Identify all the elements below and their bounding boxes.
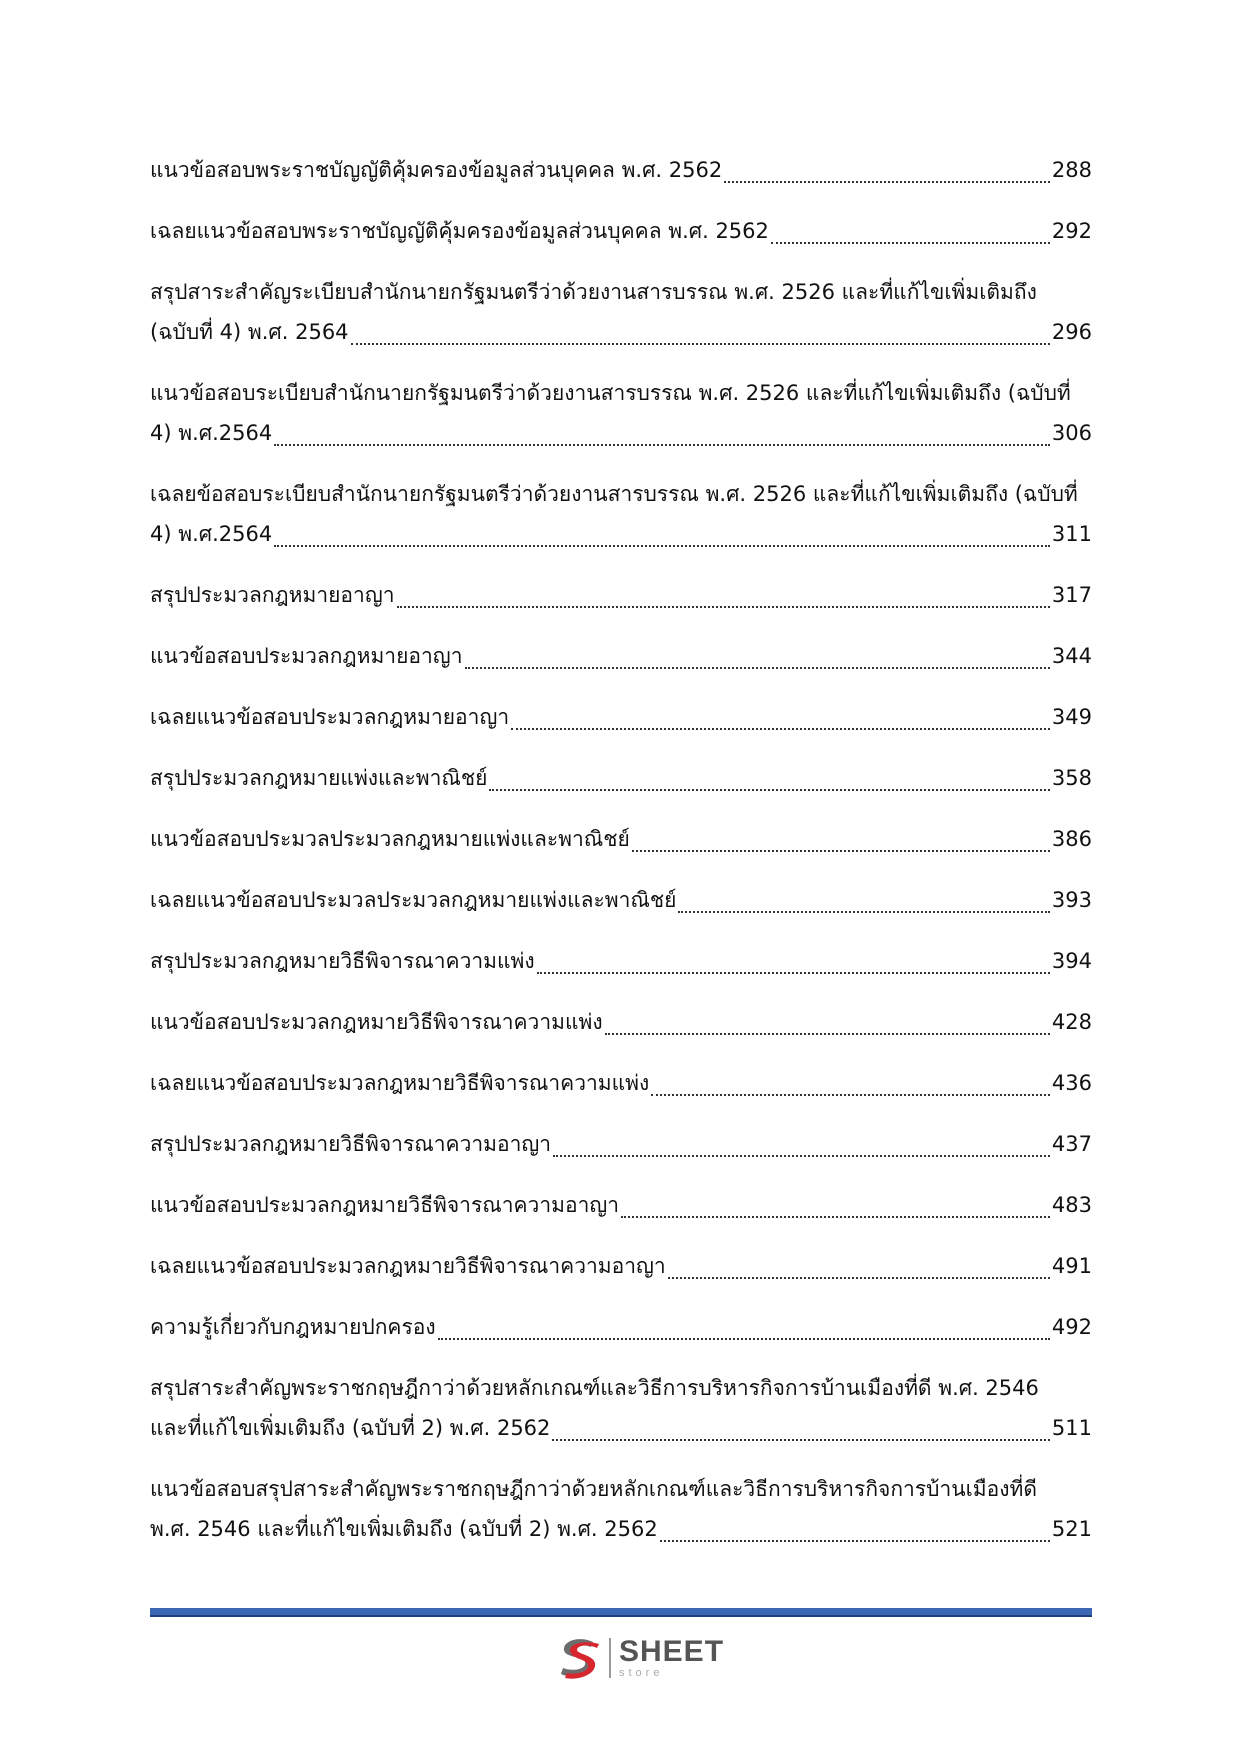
toc-line: [150, 373, 1092, 413]
toc-entry-title: สรุปสาระสำคัญพระราชกฤษฎีกาว่าด้วยหลักเกณฑ์และวิธีการบริหารกิจการบ้านเมืองที่ดี พ.ศ. 2546: [150, 1376, 1039, 1400]
toc-entry-title: พ.ศ. 2546 และที่แก้ไขเพิ่มเติมถึง (ฉบับที่ 2) พ.ศ. 2562: [150, 1517, 658, 1541]
toc-entry[interactable]: [150, 697, 1092, 737]
toc-line: [150, 575, 1092, 615]
logo-text: [619, 1637, 724, 1679]
dot-leader: [632, 838, 1050, 852]
toc-line: [150, 1124, 1092, 1164]
dot-leader: [651, 1082, 1050, 1096]
toc-page-number: 292: [1051, 219, 1092, 243]
dot-leader: [274, 432, 1050, 446]
toc-line: [150, 211, 1092, 251]
toc-entry-title: แนวข้อสอบพระราชบัญญัติคุ้มครองข้อมูลส่วนบุคคล พ.ศ. 2562: [150, 158, 723, 182]
toc-entry-title: และที่แก้ไขเพิ่มเติมถึง (ฉบับที่ 2) พ.ศ. 2562: [150, 1416, 551, 1440]
toc-entry-title: (ฉบับที่ 4) พ.ศ. 2564: [150, 320, 349, 344]
toc-line: [150, 514, 1092, 554]
toc-entry-title: 4) พ.ศ.2564: [150, 421, 273, 445]
toc-page-number: 288: [1051, 158, 1092, 182]
dot-leader: [553, 1143, 1050, 1157]
toc-entry-title: เฉลยแนวข้อสอบประมวลกฎหมายวิธีพิจารณาความแพ่ง: [150, 1071, 650, 1095]
toc-page-number: 511: [1051, 1416, 1092, 1440]
toc-entry[interactable]: [150, 1246, 1092, 1286]
toc-entry[interactable]: [150, 758, 1092, 798]
toc-line: [150, 1063, 1092, 1103]
toc-line: [150, 1368, 1092, 1408]
toc-line: [150, 1185, 1092, 1225]
toc-line: [150, 1307, 1092, 1347]
logo-sub-text: store: [619, 1667, 664, 1679]
dot-leader: [537, 960, 1050, 974]
logo-divider: [609, 1638, 611, 1678]
toc-line: [150, 1408, 1092, 1448]
toc-line: [150, 312, 1092, 352]
dot-leader: [724, 169, 1050, 183]
toc-page-number: 358: [1051, 766, 1092, 790]
toc-entry[interactable]: [150, 1307, 1092, 1347]
toc-entry-title: แนวข้อสอบระเบียบสำนักนายกรัฐมนตรีว่าด้วยงานสารบรรณ พ.ศ. 2526 และที่แก้ไขเพิ่มเติมถึง (ฉบับที่: [150, 381, 1071, 405]
toc-page-number: 437: [1051, 1132, 1092, 1156]
toc-entry[interactable]: [150, 373, 1092, 453]
table-of-contents: [150, 150, 1092, 1570]
toc-page-number: 317: [1051, 583, 1092, 607]
toc-line: [150, 941, 1092, 981]
toc-page-number: 436: [1051, 1071, 1092, 1095]
toc-page-number: 344: [1051, 644, 1092, 668]
toc-line: [150, 474, 1092, 514]
toc-line: [150, 1246, 1092, 1286]
dot-leader: [605, 1021, 1050, 1035]
toc-entry-title: เฉลยแนวข้อสอบประมวลกฎหมายอาญา: [150, 705, 510, 729]
toc-page-number: 306: [1051, 421, 1092, 445]
toc-entry[interactable]: [150, 636, 1092, 676]
toc-entry-title: 4) พ.ศ.2564: [150, 522, 273, 546]
toc-line: [150, 272, 1092, 312]
toc-entry-title: สรุปประมวลกฎหมายแพ่งและพาณิชย์: [150, 766, 488, 790]
toc-entry[interactable]: [150, 150, 1092, 190]
dot-leader: [351, 331, 1050, 345]
toc-entry[interactable]: [150, 1469, 1092, 1549]
dot-leader: [397, 594, 1050, 608]
toc-entry-title: สรุปประมวลกฎหมายอาญา: [150, 583, 395, 607]
dot-leader: [489, 777, 1050, 791]
toc-line: [150, 1469, 1092, 1509]
toc-entry-title: แนวข้อสอบประมวลกฎหมายวิธีพิจารณาความอาญา: [150, 1193, 620, 1217]
toc-entry[interactable]: [150, 1185, 1092, 1225]
dot-leader: [274, 533, 1050, 547]
logo-main-text: SHEET: [619, 1635, 725, 1668]
sheet-store-s-icon: [553, 1632, 605, 1684]
toc-entry-title: เฉลยแนวข้อสอบพระราชบัญญัติคุ้มครองข้อมูลส่วนบุคคล พ.ศ. 2562: [150, 219, 769, 243]
dot-leader: [668, 1265, 1050, 1279]
toc-entry-title: สรุปประมวลกฎหมายวิธีพิจารณาความอาญา: [150, 1132, 552, 1156]
dot-leader: [678, 899, 1049, 913]
toc-page-number: 492: [1051, 1315, 1092, 1339]
dot-leader: [621, 1204, 1050, 1218]
toc-page-number: 521: [1051, 1517, 1092, 1541]
toc-line: [150, 758, 1092, 798]
toc-line: [150, 880, 1092, 920]
toc-entry[interactable]: [150, 941, 1092, 981]
toc-entry-title: เฉลยแนวข้อสอบประมวลประมวลกฎหมายแพ่งและพาณิชย์: [150, 888, 677, 912]
toc-line: [150, 413, 1092, 453]
toc-line: [150, 1509, 1092, 1549]
toc-entry[interactable]: [150, 880, 1092, 920]
dot-leader: [438, 1326, 1050, 1340]
footer-rule: [150, 1608, 1092, 1615]
toc-entry[interactable]: [150, 1368, 1092, 1448]
dot-leader: [511, 716, 1050, 730]
dot-leader: [465, 655, 1050, 669]
toc-entry-title: สรุปสาระสำคัญระเบียบสำนักนายกรัฐมนตรีว่าด้วยงานสารบรรณ พ.ศ. 2526 และที่แก้ไขเพิ่มเติมถึง: [150, 280, 1037, 304]
toc-entry-title: แนวข้อสอบประมวลกฎหมายวิธีพิจารณาความแพ่ง: [150, 1010, 603, 1034]
toc-page-number: 428: [1051, 1010, 1092, 1034]
toc-entry-title: เฉลยแนวข้อสอบประมวลกฎหมายวิธีพิจารณาความอาญา: [150, 1254, 666, 1278]
toc-entry[interactable]: [150, 272, 1092, 352]
toc-entry-title: แนวข้อสอบประมวลประมวลกฎหมายแพ่งและพาณิชย์: [150, 827, 630, 851]
dot-leader: [660, 1528, 1050, 1542]
toc-page-number: 491: [1051, 1254, 1092, 1278]
toc-entry[interactable]: [150, 819, 1092, 859]
toc-entry-title: ความรู้เกี่ยวกับกฎหมายปกครอง: [150, 1315, 436, 1339]
toc-page-number: 349: [1051, 705, 1092, 729]
toc-line: [150, 697, 1092, 737]
toc-entry[interactable]: [150, 1063, 1092, 1103]
toc-entry[interactable]: [150, 1124, 1092, 1164]
toc-entry[interactable]: [150, 575, 1092, 615]
toc-line: [150, 1002, 1092, 1042]
toc-entry[interactable]: [150, 1002, 1092, 1042]
toc-entry[interactable]: [150, 211, 1092, 251]
sheet-store-logo: [553, 1628, 724, 1688]
toc-entry-title: แนวข้อสอบสรุปสาระสำคัญพระราชกฤษฎีกาว่าด้วยหลักเกณฑ์และวิธีการบริหารกิจการบ้านเมืองที่ดี: [150, 1477, 1037, 1501]
toc-line: [150, 150, 1092, 190]
toc-page-number: 394: [1051, 949, 1092, 973]
toc-entry-title: สรุปประมวลกฎหมายวิธีพิจารณาความแพ่ง: [150, 949, 535, 973]
toc-entry[interactable]: [150, 474, 1092, 554]
toc-page-number: 483: [1051, 1193, 1092, 1217]
toc-page-number: 296: [1051, 320, 1092, 344]
toc-page-number: 393: [1051, 888, 1092, 912]
dot-leader: [771, 230, 1050, 244]
toc-line: [150, 636, 1092, 676]
toc-entry-title: แนวข้อสอบประมวลกฎหมายอาญา: [150, 644, 463, 668]
toc-page-number: 386: [1051, 827, 1092, 851]
toc-page-number: 311: [1051, 522, 1092, 546]
toc-line: [150, 819, 1092, 859]
toc-entry-title: เฉลยข้อสอบระเบียบสำนักนายกรัฐมนตรีว่าด้วยงานสารบรรณ พ.ศ. 2526 และที่แก้ไขเพิ่มเติมถึง (ฉบับที่: [150, 482, 1078, 506]
dot-leader: [552, 1427, 1050, 1441]
